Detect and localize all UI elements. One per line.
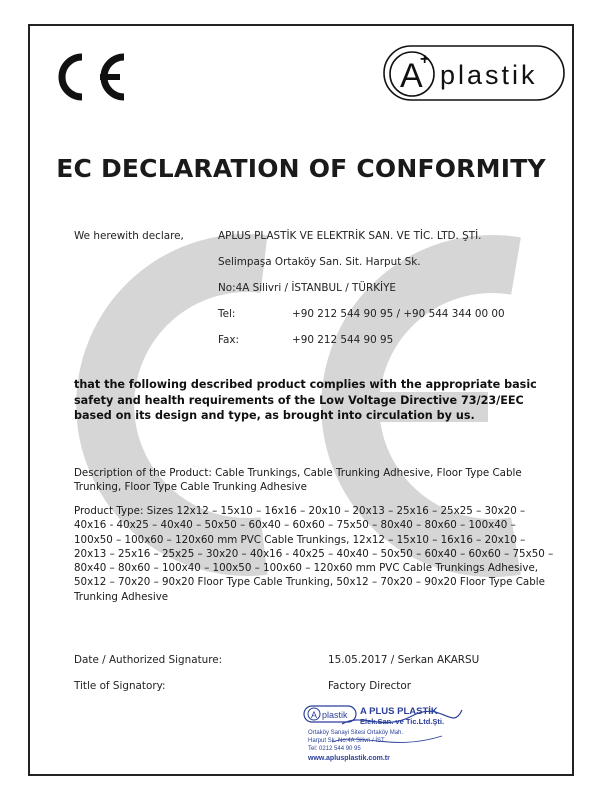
date-label: Date / Authorized Signature: (74, 654, 223, 666)
address-line-1: Selimpaşa Ortaköy San. Sit. Harput Sk. (218, 256, 421, 268)
tel-value: +90 212 544 90 95 / +90 544 344 00 00 (292, 308, 505, 320)
svg-text:A: A (311, 710, 318, 720)
logo-plus: + (420, 51, 430, 68)
certificate-frame (28, 24, 574, 776)
stamp-line-5: Tel: 0212 544 90 95 (308, 746, 361, 752)
signatory-title-label: Title of Signatory: (74, 680, 166, 692)
stamp-line-2: Elek.San. ve Tic.Ltd.Şti. (360, 717, 445, 726)
fax-label: Fax: (218, 334, 240, 346)
date-value: 15.05.2017 / Serkan AKARSU (328, 654, 480, 666)
stamp-line-1: A PLUS PLASTİK (360, 706, 438, 717)
product-type: Product Type: Sizes 12x12 – 15x10 – 16x16 – 20x10 – 20x13 – 25x16 – 25x25 – 30x20 – 40x16 - 40x25 – 40x40 – 50x50 – 60x40 – 60x60 – 75x50 – 80x40 – 80x60 – 100x40 – 100x50 – 100x60 – 120x60 mm PVC Cable Trunkings, 12x12 – 15x10 – 16x16 – 20x10 – 20x13 – 25x16 – 25x25 – 30x20 – 40x16 - 40x25 – 40x40 – 50x50 – 60x40 – 60x60 – 75x50 – 80x40 – 80x60 – 100x40 – 100x50 – 100x60 – 120x60 mm PVC Cable Trunkings Adhesive, 50x12 – 70x20 – 90x20 Floor Type Cable Trunking, 50x12 – 70x20 – 90x20 Floor Type Cable Trunking Adhesive (74, 505, 554, 603)
stamp-line-4: Harput Sk. No:4A Silivri / İST. (308, 738, 386, 744)
logo-text: plastik (440, 60, 538, 90)
address-line-2: No:4A Silivri / İSTANBUL / TÜRKİYE (218, 282, 396, 294)
intro-label: We herewith declare, (74, 230, 184, 242)
compliance-statement: that the following described product complies with the appropriate basic safety and health requirements of the Low Voltage Directive 73/23/EEC based on its design and type, as brought into circulation by us. (74, 378, 537, 422)
signatory-title-value: Factory Director (328, 680, 411, 692)
tel-label: Tel: (218, 308, 236, 320)
company-name: APLUS PLASTİK VE ELEKTRİK SAN. VE TİC. LTD. ŞTİ. (218, 230, 482, 242)
fax-value: +90 212 544 90 95 (292, 334, 394, 346)
company-stamp (302, 702, 470, 772)
logo-letter: A (400, 57, 423, 95)
document-title: EC DECLARATION OF CONFORMITY (56, 154, 546, 183)
aplus-plastik-logo (382, 42, 566, 104)
stamp-line-6: www.aplusplastik.com.tr (308, 755, 390, 762)
ce-mark-icon (44, 48, 128, 106)
stamp-line-3: Ortaköy Sanayi Sitesi Ortaköy Mah. (308, 730, 404, 736)
stamp-logo-text: plastik (322, 710, 348, 720)
product-description: Description of the Product: Cable Trunkings, Cable Trunking Adhesive, Floor Type Cable Trunking, Floor Type Cable Trunking Adhesive (74, 467, 522, 493)
